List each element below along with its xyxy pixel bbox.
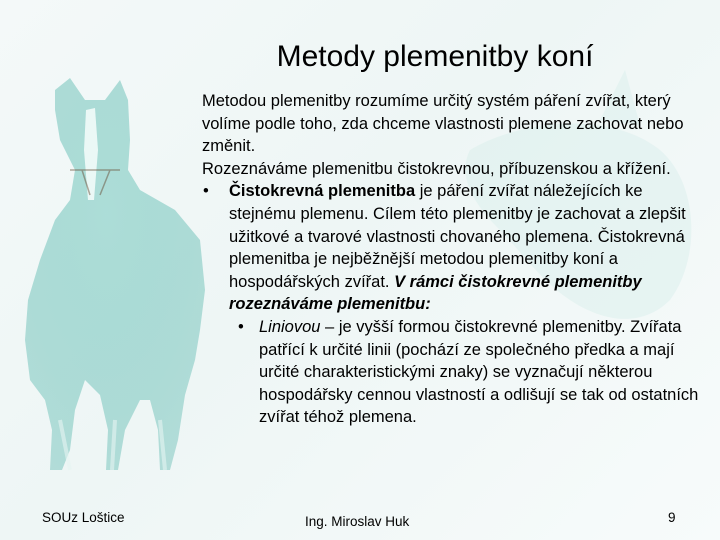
bullet-text: je vyšší formou čistokrevné plemenitby. Zvířata patřící k určité linii (pochází ze společného předka a mají určité charakteristickými znaky) se vyznačují některou hospodářsky cennou vlastností a odlišují se tak od ostatních zvířat téhož plemena. (259, 317, 699, 427)
intro-paragraph-1: Metodou plemenitby rozumíme určitý systém páření zvířat, který volíme podle toho, zda chceme vlastnosti plemene zachovat nebo změnit. (202, 92, 684, 156)
slide-body (202, 90, 702, 429)
bullet-purebred (202, 180, 702, 316)
intro-paragraph-2: Rozeznáváme plemenitbu čistokrevnou, příbuzenskou a křížení. (202, 159, 671, 178)
bullet-text: je páření zvířat náležejících ke stejnému plemenu. Cílem této plemenitby je zachovat a zlepšit užitkové a tvarové vlastnosti chovaného plemena. Čistokrevná plemenitba je nejběžnější metodou plemenitby koní a hospodářských zvířat. (229, 182, 686, 291)
footer-author: Ing. Miroslav Huk (305, 514, 410, 529)
bullet-marker: • (238, 317, 244, 336)
slide-title: Metody plemenitby koní (276, 40, 594, 73)
footer-school: SOUz Loštice (42, 510, 125, 525)
bullet-term: Liniovou (259, 317, 321, 336)
bullet-line-breeding (202, 316, 702, 429)
bullet-dash: – (320, 317, 335, 336)
bullet-term: Čistokrevná plemenitba (229, 182, 416, 201)
bullet-emphasis: V rámci čistokrevné plemenitby rozeznáváme plemenitbu: (229, 272, 642, 314)
bullet-marker: • (203, 182, 209, 201)
page-number: 9 (668, 510, 676, 525)
